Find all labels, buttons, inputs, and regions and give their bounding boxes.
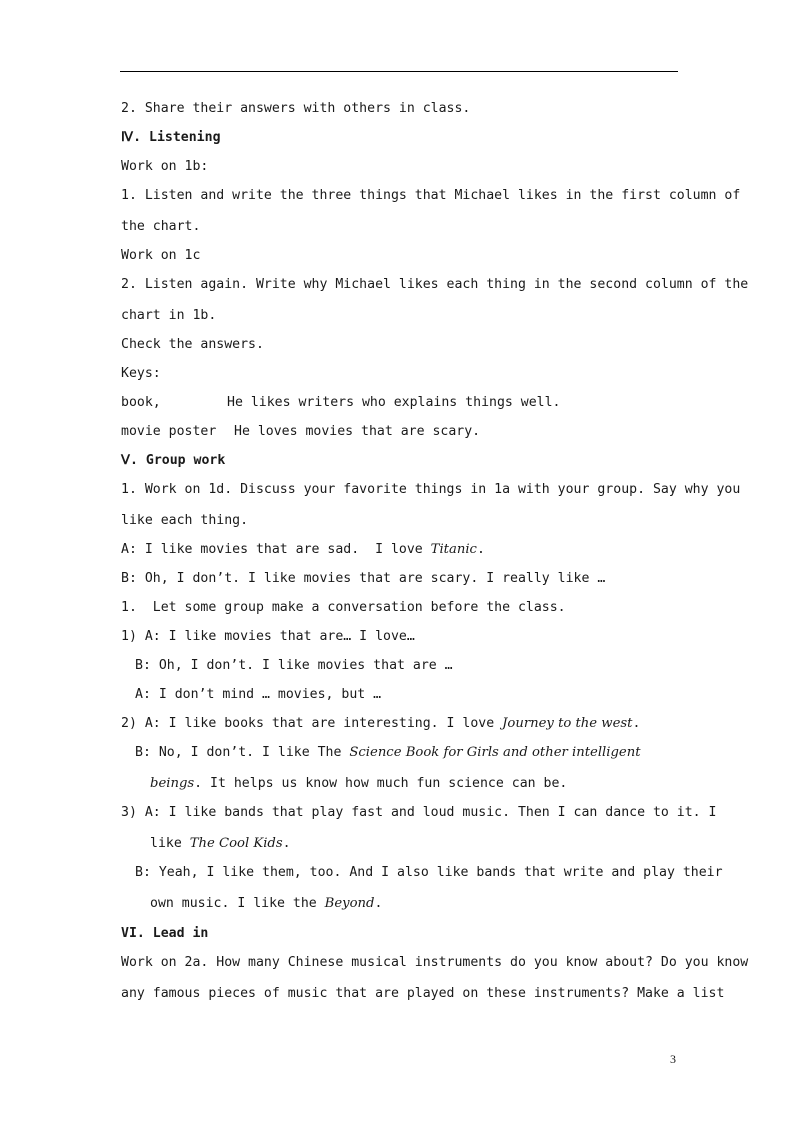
dialogue-text: . — [632, 716, 641, 731]
title-italic: beings — [150, 776, 195, 791]
text-line: chart in 1b. — [121, 308, 217, 323]
dialogue-text: own music. I like the — [150, 896, 325, 911]
key-item-label: book, — [121, 395, 161, 410]
text-line: the chart. — [121, 219, 201, 234]
page-number: 3 — [670, 1052, 676, 1066]
dialogue-text: . — [476, 542, 485, 557]
text-line: any famous pieces of music that are played on these instruments? Make a list — [121, 986, 725, 1001]
text-line: Work on 2a. How many Chinese musical instruments do you know about? Do you know — [121, 955, 749, 970]
key-item-label: movie poster — [121, 424, 217, 439]
text-line: 1. Work on 1d. Discuss your favorite things in 1a with your group. Say why you — [121, 482, 741, 497]
key-item-reason: He loves movies that are scary. — [234, 424, 481, 439]
dialogue-line: A: I don’t mind … movies, but … — [135, 687, 382, 702]
text-line: Work on 1c — [121, 248, 201, 263]
dialogue-line: B: Oh, I don’t. I like movies that are … — [135, 658, 453, 673]
text-line: Check the answers. — [121, 337, 264, 352]
dialogue-text: . — [374, 896, 383, 911]
dialogue-line: B: Yeah, I like them, too. And I also like bands that write and play their — [135, 865, 723, 880]
section-heading-group-work: Ⅴ. Group work — [121, 453, 226, 468]
text-line: Keys: — [121, 366, 161, 381]
title-italic: Journey to the west — [502, 716, 633, 731]
dialogue-line — [135, 744, 641, 762]
title-italic: Science Book for Girls and other intelligent — [349, 745, 641, 760]
title-italic: Titanic — [430, 542, 477, 557]
dialogue-text: A: I like movies that are sad. I love — [121, 542, 431, 557]
dialogue-text: like — [150, 836, 190, 851]
title-italic: The Cool Kids — [189, 836, 283, 851]
dialogue-line: 1) A: I like movies that are… I love… — [121, 629, 415, 644]
dialogue-line: B: Oh, I don’t. I like movies that are scary. I really like … — [121, 571, 606, 586]
dialogue-line — [150, 835, 291, 853]
text-line: 2. Listen again. Write why Michael likes each thing in the second column of the — [121, 277, 749, 292]
header-rule — [120, 71, 678, 72]
section-heading-lead-in: VI. Lead in — [121, 926, 209, 941]
dialogue-text: 2) A: I like books that are interesting. I love — [121, 716, 503, 731]
text-line: 2. Share their answers with others in class. — [121, 101, 471, 116]
text-line: 1. Listen and write the three things that Michael likes in the first column of — [121, 188, 741, 203]
dialogue-line — [150, 775, 567, 793]
dialogue-text: . — [282, 836, 291, 851]
title-italic: Beyond — [324, 896, 375, 911]
text-line: Work on 1b: — [121, 159, 209, 174]
dialogue-text: . It helps us know how much fun science can be. — [194, 776, 568, 791]
section-heading-listening: Ⅳ. Listening — [121, 130, 221, 145]
text-line: 1. Let some group make a conversation before the class. — [121, 600, 566, 615]
dialogue-line — [121, 715, 640, 733]
dialogue-text: B: No, I don’t. I like The — [135, 745, 350, 760]
key-item-reason: He likes writers who explains things well. — [227, 395, 561, 410]
text-line: like each thing. — [121, 513, 249, 528]
dialogue-line — [121, 541, 485, 559]
dialogue-line — [150, 895, 382, 913]
dialogue-line: 3) A: I like bands that play fast and loud music. Then I can dance to it. I — [121, 805, 717, 820]
